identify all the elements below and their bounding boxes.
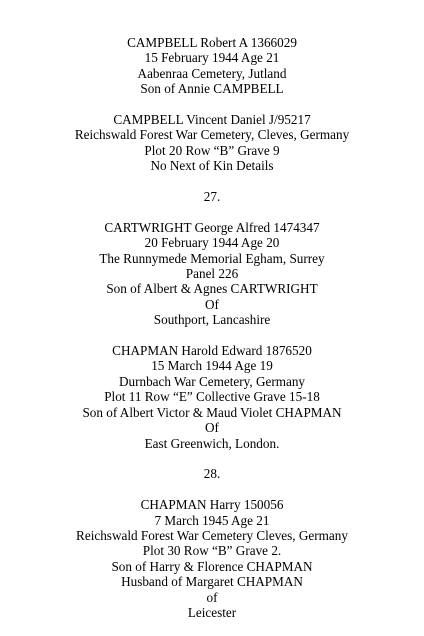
record-hometown: Southport, Lancashire [153, 312, 271, 328]
record-hometown: East Greenwich, London. [144, 435, 280, 451]
record-name: CAMPBELL Robert A 1366029 [127, 35, 297, 50]
record-date-age: 7 March 1945 Age 21 [154, 512, 270, 528]
record-chapman-harold [0, 343, 424, 451]
record-of: Of [205, 420, 219, 436]
record-name: CHAPMAN Harold Edward 1876520 [112, 343, 312, 359]
record-campbell-vincent [0, 112, 424, 174]
record-memorial: The Runnymede Memorial Egham, Surrey [99, 250, 325, 266]
record-of: Of [205, 296, 219, 312]
page-number: 28. [203, 466, 221, 482]
record-grave: Plot 11 Row “E” Collective Grave 15-18 [104, 389, 320, 405]
record-hometown: Leicester [187, 604, 237, 620]
document-page [0, 35, 424, 636]
record-date-age: 15 February 1944 Age 21 [144, 50, 280, 66]
record-campbell-robert [0, 35, 424, 97]
record-kin: Son of Annie CAMPBELL [140, 81, 284, 97]
record-cemetery: Reichswald Forest War Cemetery Cleves, Germany [76, 527, 348, 543]
record-cemetery: Aabenraa Cemetery, Jutland [137, 65, 287, 81]
record-kin: No Next of Kin Details [150, 158, 274, 174]
record-chapman-harry [0, 497, 424, 620]
record-grave: Plot 20 Row “B” Grave 9 [144, 142, 280, 158]
record-of: of [206, 589, 218, 605]
record-cartwright-george [0, 220, 424, 328]
record-name: CAMPBELL Vincent Daniel J/95217 [113, 112, 311, 128]
record-panel: Panel 226 [185, 266, 239, 282]
page-number: 27. [203, 189, 221, 205]
record-name: CHAPMAN Harry 150056 [140, 497, 284, 513]
record-cemetery: Durnbach War Cemetery, Germany [118, 373, 306, 389]
record-kin: Son of Harry & Florence CHAPMAN [111, 558, 313, 574]
record-date-age: 20 February 1944 Age 20 [144, 235, 280, 251]
record-grave: Plot 30 Row “B” Grave 2. [142, 543, 282, 559]
record-name: CARTWRIGHT George Alfred 1474347 [104, 219, 320, 235]
record-spouse: Husband of Margaret CHAPMAN [121, 574, 303, 590]
record-kin: Son of Albert Victor & Maud Violet CHAPMAN [82, 404, 342, 420]
record-date-age: 15 March 1944 Age 19 [151, 358, 273, 374]
record-kin: Son of Albert & Agnes CARTWRIGHT [106, 281, 318, 297]
record-cemetery: Reichswald Forest War Cemetery, Cleves, Germany [74, 127, 350, 143]
